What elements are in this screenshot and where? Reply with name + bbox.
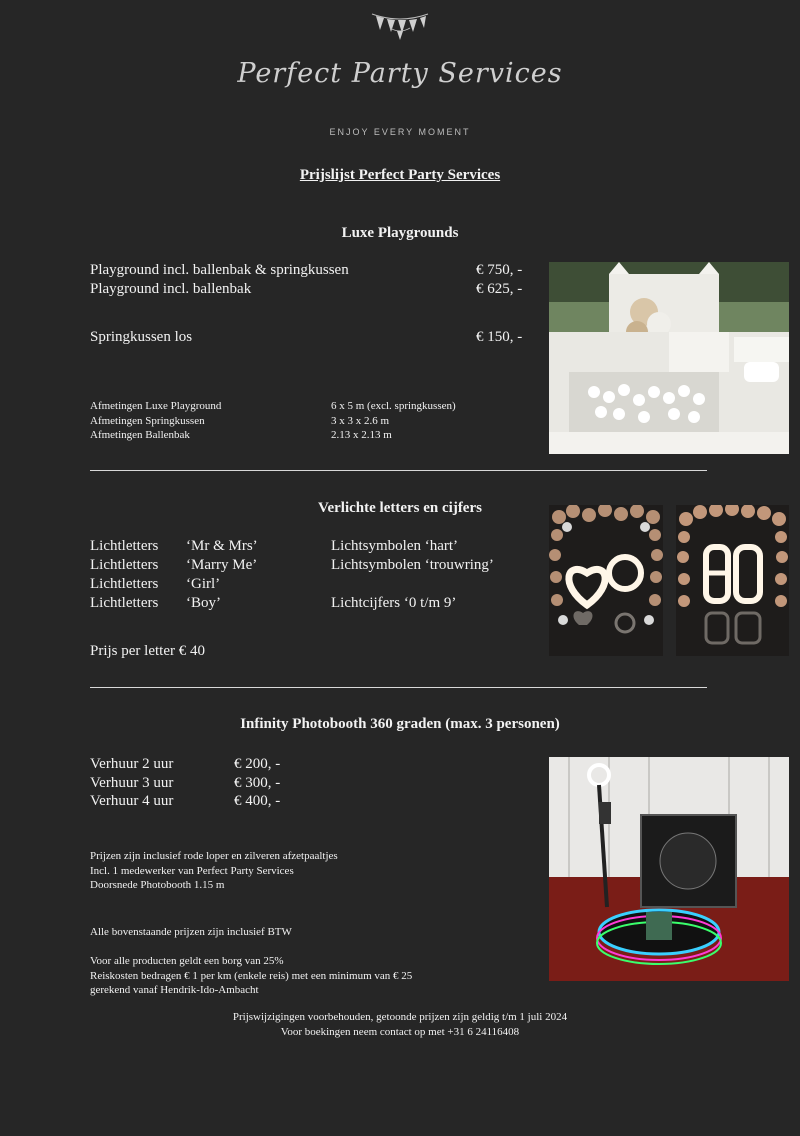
letter-row-type: Lichtletters <box>90 595 159 611</box>
rental-duration: Verhuur 2 uur <box>90 756 174 772</box>
section-divider <box>90 687 707 688</box>
brand-logo-text: Perfect Party Services <box>237 58 563 89</box>
photobooth-note: Doorsnede Photobooth 1.15 m <box>90 879 225 891</box>
section-divider <box>90 470 707 471</box>
price-item-name: Springkussen los <box>90 329 193 345</box>
section-title-letters: Verlichte letters en cijfers <box>318 500 482 516</box>
playground-photo <box>549 262 789 454</box>
letter-row-word: ‘Girl’ <box>186 576 221 592</box>
letter-price-note: Prijs per letter € 40 <box>90 643 205 659</box>
rental-duration: Verhuur 3 uur <box>90 775 174 791</box>
light-hearts-photo <box>549 505 663 656</box>
dimension-value: 2.13 x 2.13 m <box>331 429 392 441</box>
letter-row-type: Lichtletters <box>90 538 159 554</box>
rental-price: € 400, - <box>234 793 281 809</box>
letter-row-word: ‘Marry Me’ <box>186 557 258 573</box>
price-item-price: € 750, - <box>476 262 523 278</box>
page-title: Prijslijst Perfect Party Services <box>299 167 501 183</box>
travel-cost-note: Reiskosten bedragen € 1 per km (enkele reis) met een minimum van € 25 <box>90 969 413 982</box>
dimension-label: Afmetingen Luxe Playground <box>90 400 222 412</box>
rental-price: € 300, - <box>234 775 281 791</box>
price-item-price: € 625, - <box>476 281 523 297</box>
rental-duration: Verhuur 4 uur <box>90 793 174 809</box>
section-title-photobooth: Infinity Photobooth 360 graden (max. 3 personen) <box>240 716 560 732</box>
letter-row-type: Lichtletters <box>90 576 159 592</box>
bunting-flags-icon <box>370 8 430 42</box>
letter-row-word: ‘Mr & Mrs’ <box>186 538 258 554</box>
price-item-name: Playground incl. ballenbak <box>90 281 252 297</box>
price-item-price: € 150, - <box>476 329 523 345</box>
disclaimer: Prijswijzigingen voorbehouden, getoonde prijzen zijn geldig t/m 1 juli 2024 <box>232 1011 568 1023</box>
dimension-label: Afmetingen Ballenbak <box>90 429 190 441</box>
letter-row-symbol: Lichtsymbolen ‘trouwring’ <box>331 557 494 573</box>
letter-row-type: Lichtletters <box>90 557 159 573</box>
price-item-name: Playground incl. ballenbak & springkussen <box>90 262 349 278</box>
light-numbers-photo <box>676 505 789 656</box>
btw-note: Alle bovenstaande prijzen zijn inclusief BTW <box>90 926 292 938</box>
deposit-note: Voor alle producten geldt een borg van 25% <box>90 955 284 967</box>
dimension-value: 6 x 5 m (excl. springkussen) <box>331 400 456 412</box>
letter-row-symbol: Lichtsymbolen ‘hart’ <box>331 538 459 554</box>
photobooth-note: Prijzen zijn inclusief rode loper en zilveren afzetpaaltjes <box>90 850 338 862</box>
travel-cost-note-2: gerekend vanaf Hendrik-Ido-Ambacht <box>90 984 259 996</box>
dimension-value: 3 x 3 x 2.6 m <box>331 414 390 427</box>
brand-tagline: ENJOY EVERY MOMENT <box>329 127 471 137</box>
contact-info: Voor boekingen neem contact op met +31 6 24116408 <box>280 1026 520 1038</box>
letter-row-symbol: Lichtcijfers ‘0 t/m 9’ <box>331 595 457 611</box>
dimension-label: Afmetingen Springkussen <box>90 414 205 427</box>
letter-row-word: ‘Boy’ <box>186 595 221 611</box>
rental-price: € 200, - <box>234 756 281 772</box>
photobooth-note: Incl. 1 medewerker van Perfect Party Services <box>90 864 294 877</box>
section-title-playgrounds: Luxe Playgrounds <box>341 225 459 241</box>
photobooth-photo <box>549 757 789 981</box>
